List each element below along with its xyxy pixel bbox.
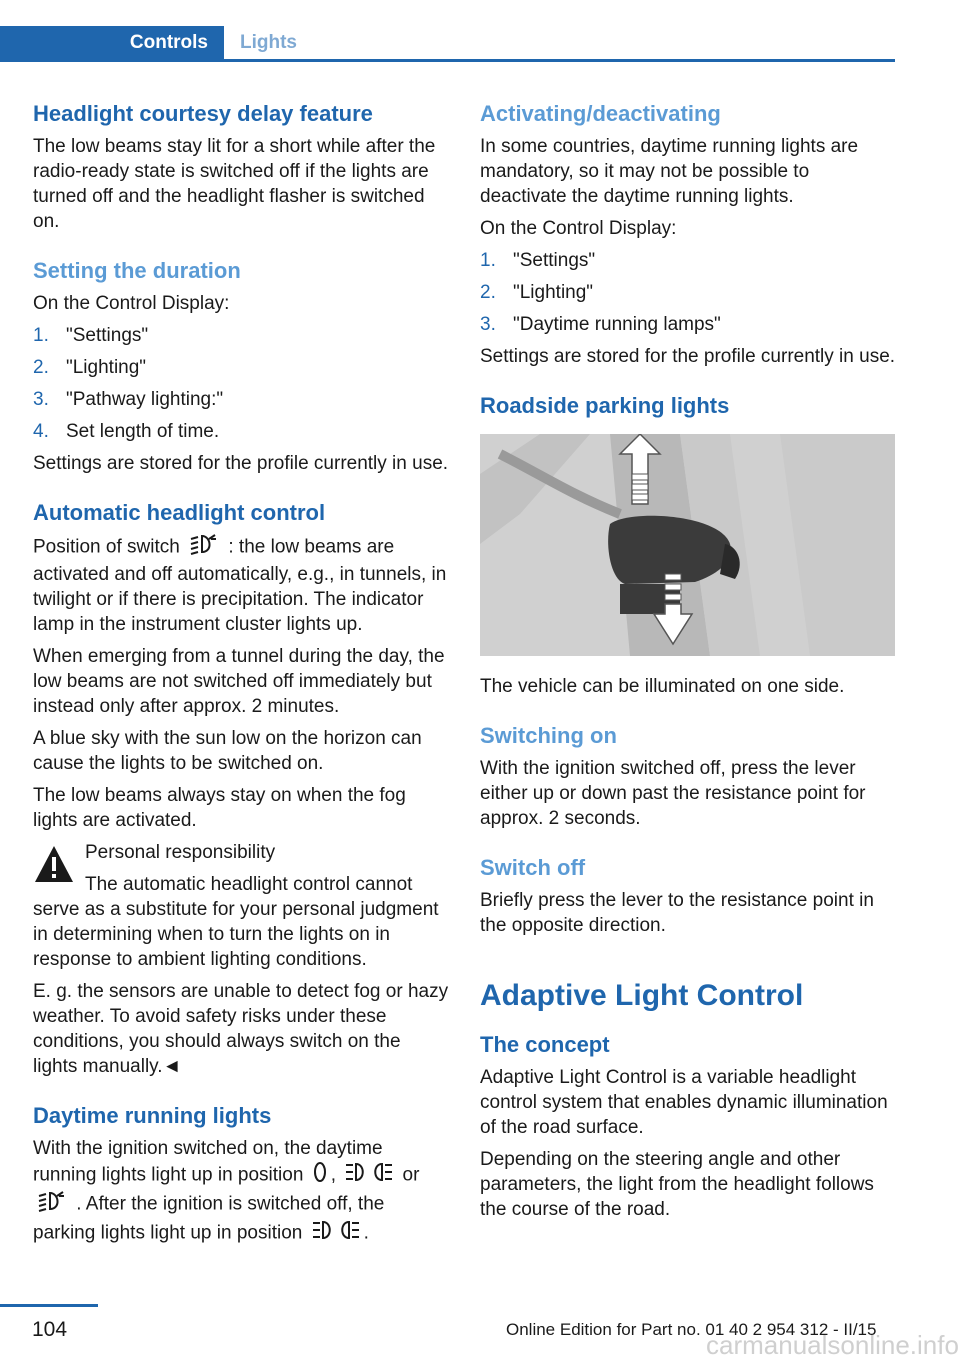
heading-activating: Activating/deactivating [480, 101, 721, 126]
step-text: "Settings" [66, 325, 149, 346]
daytime-comma: , [330, 1164, 336, 1186]
step-number: 2. [480, 282, 496, 303]
watermark: carmanualsonline.info [706, 1330, 959, 1360]
list-item [33, 387, 449, 412]
heading-switching-on: Switching on [480, 723, 617, 748]
list-item [33, 419, 449, 444]
step-number: 1. [480, 250, 496, 271]
heading-setting-duration: Setting the duration [33, 258, 241, 283]
heading-daytime-running: Daytime running lights [33, 1103, 272, 1128]
heading-adaptive-light-control: Adaptive Light Control [480, 979, 804, 1012]
heading-the-concept: The concept [480, 1032, 610, 1057]
lever-illustration [480, 434, 895, 656]
list-item [480, 248, 896, 273]
daytime-steps [480, 248, 896, 337]
warning-triangle-icon [33, 844, 75, 884]
footer-edition: Online Edition for Part no. 01 40 2 954 312 - II/15 [506, 1320, 877, 1339]
parking-lights-icon [345, 1161, 393, 1190]
warning-text: The automatic headlight control cannot serve as a substitute for your personal judgment in determining when to turn the lights on in response to ambient lighting conditions. [33, 874, 439, 970]
daytime-or: or [402, 1164, 420, 1186]
settings-stored-text: Settings are stored for the profile currently in use. [33, 453, 449, 474]
auto-headlight-icon [37, 1190, 67, 1219]
countries-paragraph: In some countries, daytime running lights are mandatory, so it may not be possible to deactivate the daytime running lights. [480, 136, 859, 207]
page-number: 104 [32, 1318, 68, 1341]
heading-automatic-headlight: Automatic headlight control [33, 500, 326, 525]
list-item [480, 280, 896, 305]
daytime-paragraph [33, 1136, 449, 1248]
steering-paragraph: Depending on the steering angle and other parameters, the light from the headlight follows the course of the road. [480, 1149, 874, 1220]
page-header [0, 0, 960, 62]
daytime-text-a: With the ignition switched on, the daytime running lights light up in position [33, 1138, 383, 1186]
heading-courtesy-delay: Headlight courtesy delay feature [33, 101, 373, 126]
list-item [33, 355, 449, 380]
auto-headlight-icon [189, 533, 219, 562]
on-display-text: On the Control Display: [480, 218, 677, 239]
step-text: "Settings" [513, 250, 596, 271]
step-text: "Lighting" [513, 282, 594, 303]
footer-divider [0, 1304, 98, 1307]
position-zero-icon [313, 1161, 327, 1190]
step-text: "Pathway lighting:" [66, 389, 224, 410]
step-number: 2. [33, 357, 49, 378]
step-text: Set length of time. [66, 421, 220, 442]
step-number: 4. [33, 421, 49, 442]
step-text: "Daytime running lamps" [513, 314, 721, 335]
courtesy-paragraph: The low beams stay lit for a short while after the radio-ready state is switched off if the lights are turned off and the headlight flasher is switched on. [33, 136, 436, 232]
header-tab-controls: Controls [0, 26, 224, 60]
list-item [480, 312, 896, 337]
step-number: 3. [480, 314, 496, 335]
duration-steps [33, 323, 449, 444]
step-number: 1. [33, 325, 49, 346]
parking-lights-icon [312, 1219, 360, 1248]
list-item [33, 323, 449, 348]
sensors-paragraph: E. g. the sensors are unable to detect fog or hazy weather. To avoid safety risks under these conditions, you should always switch on the lights manually.◄ [33, 981, 449, 1077]
switch-on-paragraph: With the ignition switched off, press the lever either up or down past the resistance point for approx. 2 seconds. [480, 758, 866, 829]
settings-stored-text: Settings are stored for the profile currently in use. [480, 346, 896, 367]
daytime-text-b: . After the ignition is switched off, the parking lights light up in position [33, 1193, 385, 1244]
header-divider [0, 59, 895, 62]
fog-paragraph: The low beams always stay on when the fog lights are activated. [33, 785, 406, 831]
heading-roadside-parking: Roadside parking lights [480, 393, 730, 418]
auto-headlight-paragraph [33, 533, 449, 637]
tunnel-paragraph: When emerging from a tunnel during the day, the low beams are not switched off immediately but instead only after approx. 2 minutes. [33, 646, 445, 717]
one-side-paragraph: The vehicle can be illuminated on one side. [480, 676, 845, 697]
on-display-text: On the Control Display: [33, 293, 230, 314]
auto-text-a: Position of switch [33, 536, 180, 558]
heading-switch-off: Switch off [480, 855, 586, 880]
step-number: 3. [33, 389, 49, 410]
sky-paragraph: A blue sky with the sun low on the horizon can cause the lights to be switched on. [33, 728, 422, 774]
left-column [33, 100, 449, 1255]
step-text: "Lighting" [66, 357, 147, 378]
right-column [480, 100, 896, 1229]
concept-paragraph: Adaptive Light Control is a variable headlight control system that enables dynamic illumination of the road surface. [480, 1067, 888, 1138]
warning-block [33, 840, 449, 972]
daytime-end: . [363, 1222, 369, 1244]
warning-title: Personal responsibility [85, 842, 276, 863]
switch-off-paragraph: Briefly press the lever to the resistance point in the opposite direction. [480, 890, 874, 936]
header-tab-lights: Lights [240, 32, 297, 53]
auto-text-b: : the low beams are activated and off automatically, e.g., in tunnels, in twilight or if there is precipitation. The indicator lamp in the instrument cluster lights up. [33, 536, 447, 635]
